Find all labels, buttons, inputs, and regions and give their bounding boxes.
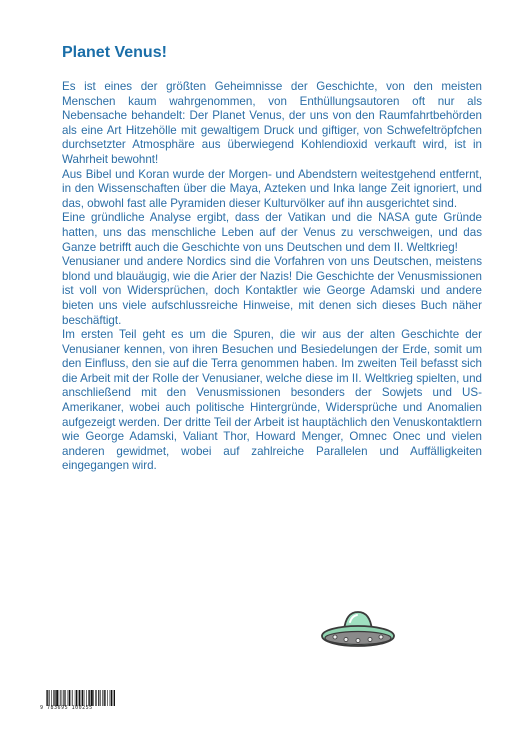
barcode-bar [76,690,77,706]
barcode-bar [81,690,82,706]
barcode-bar [68,690,69,706]
barcode-bar [49,690,50,706]
barcode-bar [100,690,101,706]
barcode-bar [107,690,108,706]
barcode-bar [54,690,55,706]
barcode-bar [65,690,66,706]
barcode-bar [56,690,58,706]
barcode-bar [105,690,106,706]
barcode-bar [69,690,70,706]
barcode-bar [98,690,99,706]
barcode-bar [46,690,47,706]
blurb-text [62,80,482,474]
ufo-icon [318,604,398,662]
barcode-bar [59,690,60,706]
barcode-bar [63,690,64,706]
paragraph-1: Es ist eines der größten Geheimnisse der Geschichte, von den meisten Menschen kaum wahrgenommen, von Enthüllungsautoren oft nur als Nebensache behandelt: Der Planet Venus, der uns von den Raumfahrtbehörden als eine Art Hitzehölle mit gewaltigem Druck und giftiger, von Schwefeltröpfchen durchsetzter Atmosphäre aus überwiegend Kohlendioxid verkauft wird, ist in Wahrheit bewohnt! [62,80,482,166]
barcode-bar [62,690,63,706]
barcode-icon [46,690,116,706]
barcode-bar [111,690,112,706]
barcode-digits: 9 783695 100255 [40,705,93,711]
barcode-bar [91,690,93,706]
barcode [40,690,118,712]
barcode-bar [78,690,79,706]
barcode-bar [113,690,114,706]
barcode-bar [88,690,89,706]
paragraph-3: Eine gründliche Analyse ergibt, dass der Vatikan und die NASA gute Gründe hatten, uns das menschliche Leben auf der Venus zu verschweigen, und das Ganze betrifft auch die Geschichte von uns Deutschen und dem II. Weltkrieg! [62,211,482,254]
barcode-bar [82,690,83,706]
barcode-bar [110,690,111,706]
barcode-bar [93,690,94,706]
barcode-bar [104,690,105,706]
barcode-bar [72,690,73,706]
paragraph-5: Im ersten Teil geht es um die Spuren, die wir aus der alten Geschichte der Venusianer kennen, von ihren Besuchen und Besiedelungen der Erde, somit um den Einfluss, den sie auf die Terra genommen haben. Im zweiten Teil befasst sich die Arbeit mit der Rolle der Venusianer, welche diese im II. Weltkrieg spielten, und anschließend mit den Venusmissionen besonders der Sowjets und US- Amerikaner, wobei auch politische Hintergründe, Widersprüche und Anomalien aufgezeigt werden. Der dritte Teil der Arbeit ist hauptächlich den Venuskontaktlern wie George Adamski, Valiant Thor, Howard Menger, Omnec Onec und vielen anderen gewidmet, wobei auf zahlreiche Parallelen und Auffälligkeiten eingegangen wird. [62,328,482,473]
barcode-bar [96,690,97,706]
barcode-bar [53,690,54,706]
paragraph-2: Aus Bibel und Koran wurde der Morgen- und Abendstern weitestgehend entfernt, in den Wissenschaften über die Maya, Azteken und Inka lange Zeit ignoriert, und das, obwohl fast alle Pyramiden dieser Kulturvölker auf ihn ausgerichtet sind. [62,167,482,210]
barcode-bar [60,690,61,706]
barcode-bar [86,690,87,706]
barcode-bar [71,690,72,706]
barcode-bar [79,690,80,706]
barcode-bar [47,690,48,706]
barcode-bar [75,690,76,706]
barcode-bar [95,690,96,706]
barcode-bar [51,690,52,706]
barcode-bar [102,690,103,706]
paragraph-4: Venusianer und andere Nordics sind die Vorfahren von uns Deutschen, meistens blond und blauäugig, wie die Arier der Nazis! Die Geschichte der Venusmissionen ist voll von Widersprüchen, doch Kontaktler wie George Adamski und andere bieten uns viele aufschlussreiche Hinweise, mit denen sich dieses Buch näher beschäftigt. [62,255,482,327]
barcode-bar [84,690,85,706]
page-title: Planet Venus! [62,44,167,61]
barcode-bar [114,690,115,706]
barcode-bar [89,690,90,706]
